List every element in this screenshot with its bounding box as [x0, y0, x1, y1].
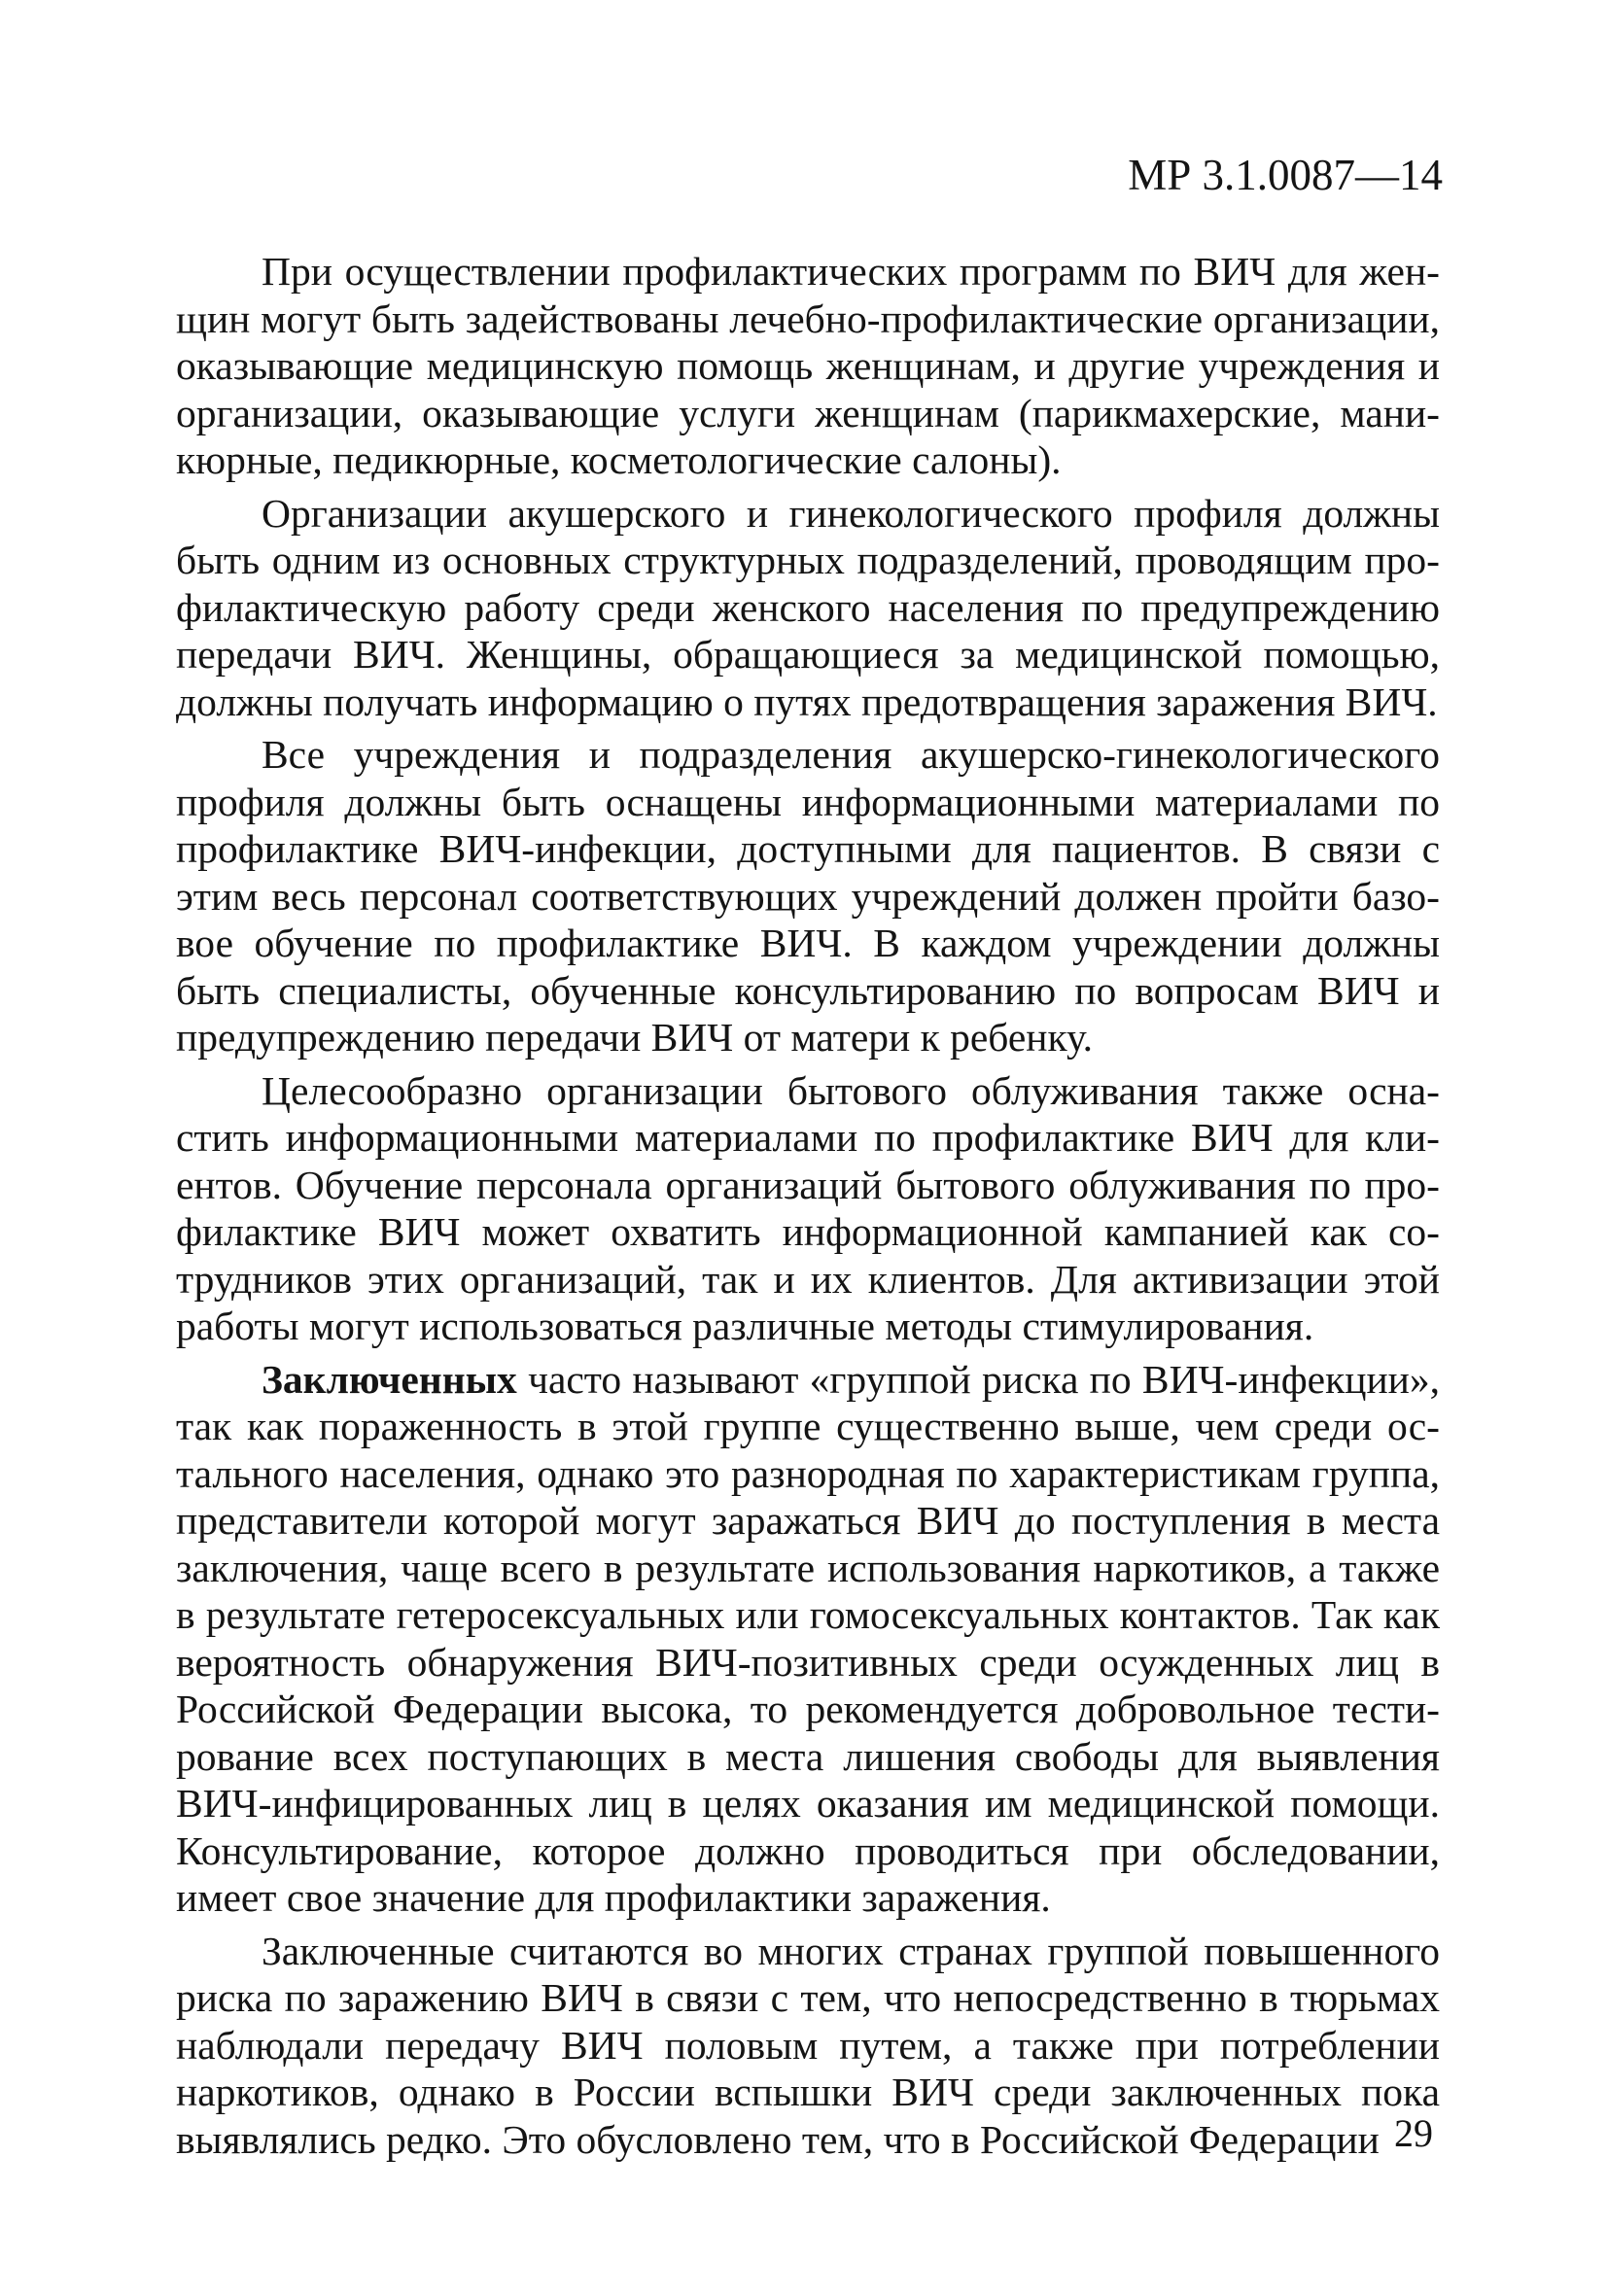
paragraph-text: Заключенные считаются во многих странах группой повышенного риска по заражению ВИЧ в связи с тем, что непосредственно в тюрьмах наблюдали передачу ВИЧ половым путем, а также при потреблении наркотиков, однако в России вспышки ВИЧ среди заключенных пока выявлялись редко. Это обусловлено тем, что в Российской Федерации — [176, 1928, 1440, 2162]
paragraph-prisoners-countries — [176, 1928, 1440, 2164]
paragraph-lead-term: Заключенных — [262, 1356, 517, 1402]
paragraph-consumer-services — [176, 1067, 1440, 1350]
page-number: 29 — [1394, 2111, 1433, 2155]
paragraph-women-programs — [176, 248, 1440, 484]
paragraph-prisoners-risk-group — [176, 1356, 1440, 1922]
body-text — [176, 248, 1440, 2169]
paragraph-text: часто называют «группой риска по ВИЧ-инфекции», так как пораженность в этой группе существенно выше, чем среди остального населения, однако это разнородная по характеристикам группа, представители которой могут заражаться ВИЧ до поступления в места заключения, чаще всего в результате использования наркотиков, а также в результате гетеросексуальных или гомосексуальных контактов. Так как вероятность обнаружения ВИЧ-позитивных среди осужденных лиц в Российской Федерации высока, то рекомендуется добровольное тестирование всех поступающих в места лишения свободы для выявления ВИЧ-инфицированных лиц в целях оказания им медицинской помощи. Консультирование, которое должно проводиться при обследовании, имеет свое значение для профилактики заражения. — [176, 1356, 1440, 1920]
paragraph-obstetric-organizations — [176, 490, 1440, 726]
paragraph-text: Все учреждения и подразделения акушерско-гинекологического профиля должны быть оснащены информационными материалами по профилактике ВИЧ-инфекции, доступными для пациентов. В связи с этим весь персонал соответствующих учреждений должен пройти базовое обучение по профилактике ВИЧ. В каждом учреждении должны быть специалисты, обученные консультированию по вопросам ВИЧ и предупреждению передачи ВИЧ от матери к ребенку. — [176, 732, 1440, 1060]
paragraph-text: Целесообразно организации бытового облуживания также оснастить информационными материалами по профилактике ВИЧ для клиентов. Обучение персонала организаций бытового облуживания по профилактике ВИЧ может охватить информационной кампанией как сотрудников этих организаций, так и их клиентов. Для активизации этой работы могут использоваться различные методы стимулирования. — [176, 1067, 1440, 1348]
paragraph-text: Организации акушерского и гинекологического профиля должны быть одним из основных структурных подразделений, проводящим профилактическую работу среди женского населения по предупреждению передачи ВИЧ. Женщины, обращающиеся за медицинской помощью, должны получать информацию о путях предотвращения заражения ВИЧ. — [176, 490, 1440, 724]
document-code: МР 3.1.0087—14 — [1128, 151, 1443, 199]
paragraph-text: При осуществлении профилактических программ по ВИЧ для женщин могут быть задействованы лечебно-профилактические организации, оказывающие медицинскую помощь женщинам, и другие учреждения и организации, оказывающие услуги женщинам (парикмахерские, маникюрные, педикюрные, косметологические салоны). — [176, 249, 1440, 482]
paragraph-institutions-materials — [176, 731, 1440, 1061]
